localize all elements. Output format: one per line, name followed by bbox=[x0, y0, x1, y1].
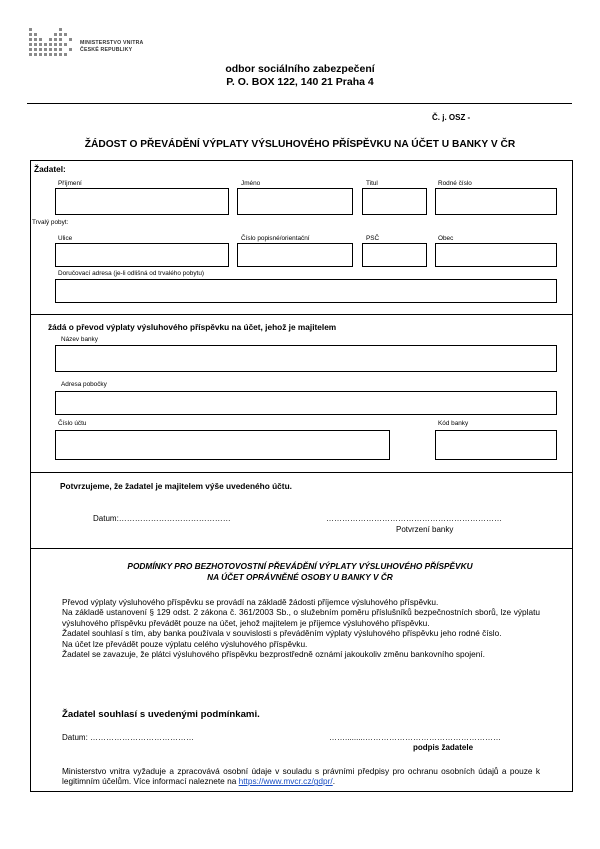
condition-1: Převod výplaty výsluhového příspěvku se provádí na základě žádosti příjemce výsluhového příspěvku. bbox=[62, 597, 439, 607]
degree-label: Titul bbox=[366, 180, 378, 187]
birth-number-label: Rodné číslo bbox=[438, 180, 472, 187]
name-label: Jméno bbox=[241, 180, 261, 187]
form-title: ŽÁDOST O PŘEVÁDĚNÍ VÝPLATY VÝSLUHOVÉHO PŘÍSPĚVKU NA ÚČET U BANKY V ČR bbox=[84, 139, 516, 150]
gdpr-notice bbox=[62, 766, 540, 786]
zip-field[interactable] bbox=[362, 243, 427, 267]
section-divider bbox=[30, 314, 573, 315]
house-number-label: Číslo popisné/orientační bbox=[241, 235, 310, 242]
office-name: odbor sociálního zabezpečení bbox=[225, 63, 375, 75]
applicant-heading: Žadatel: bbox=[34, 164, 66, 174]
residence-label: Trvalý pobyt: bbox=[32, 219, 69, 226]
gdpr-end: . bbox=[332, 776, 336, 787]
applicant-date: Datum: ………………………………… bbox=[62, 733, 195, 742]
bank-code-label: Kód banky bbox=[438, 420, 469, 427]
street-label: Ulice bbox=[58, 235, 73, 242]
delivery-address-label: Doručovací adresa (je-li odlišná od trvalého pobytu) bbox=[58, 270, 204, 277]
bank-signature-line: ………………………………………………………… bbox=[326, 514, 502, 523]
ministry-logo-mark bbox=[29, 28, 73, 60]
branch-address-field[interactable] bbox=[55, 391, 557, 415]
gdpr-link[interactable]: https://www.mvcr.cz/gdpr/ bbox=[238, 776, 333, 787]
agree-statement: Žadatel souhlasí s uvedenými podmínkami. bbox=[62, 709, 260, 720]
office-address: P. O. BOX 122, 140 21 Praha 4 bbox=[226, 76, 374, 88]
condition-4: Na účet lze převádět pouze výplatu celého výsluhového příspěvku. bbox=[62, 638, 308, 649]
city-field[interactable] bbox=[435, 243, 557, 267]
conditions-title-1: PODMÍNKY PRO BEZHOTOVOSTNÍ PŘEVÁDĚNÍ VÝPLATY VÝSLUHOVÉHO PŘÍSPĚVKU bbox=[127, 561, 473, 571]
conditions-title-2: NA ÚČET OPRÁVNĚNÉ OSOBY U BANKY V ČR bbox=[207, 572, 393, 582]
city-label: Obec bbox=[438, 235, 454, 242]
bank-name-field[interactable] bbox=[55, 345, 557, 372]
bank-confirm-date: Datum:…………………………………… bbox=[93, 514, 231, 523]
condition-2: Na základě ustanovení § 129 odst. 2 zákona č. 361/2003 Sb., o služebním poměru příslušníků bezpečnostních sborů, lze výplatu výsluhového příspěvku převádět pouze na účet, jehož majitelem je příjemce výsluhového příspěvku. bbox=[62, 607, 540, 628]
bank-signature-label: Potvrzení banky bbox=[396, 525, 454, 534]
condition-3: Žadatel souhlasí s tím, aby banka používala v souvislosti s převáděním výplaty výsluhového příspěvku jeho rodné číslo. bbox=[62, 628, 502, 639]
house-number-field[interactable] bbox=[237, 243, 353, 267]
header-rule bbox=[27, 103, 572, 104]
gdpr-text: Ministerstvo vnitra vyžaduje a zpracovává osobní údaje v souladu s právními předpisy pro ochranu osobních údajů a pouze k legitimním účelům. Více informací naleznete na bbox=[62, 766, 540, 787]
logo-line2: ČESKÉ REPUBLIKY bbox=[80, 46, 133, 53]
account-number-label: Číslo účtu bbox=[58, 420, 87, 427]
surname-field[interactable] bbox=[55, 188, 229, 215]
bank-name-label: Název banky bbox=[61, 336, 98, 343]
reference-number: Č. j. OSZ - bbox=[432, 113, 471, 122]
bank-confirm-text: Potvrzujeme, že žadatel je majitelem výše uvedeného účtu. bbox=[60, 481, 292, 491]
request-heading: žádá o převod výplaty výsluhového příspěvku na účet, jehož je majitelem bbox=[48, 322, 337, 332]
logo-line1: MINISTERSTVO VNITRA bbox=[80, 40, 144, 46]
surname-label: Příjmení bbox=[58, 180, 82, 187]
branch-address-label: Adresa pobočky bbox=[61, 381, 107, 388]
conditions-text bbox=[62, 597, 540, 659]
section-divider bbox=[30, 472, 573, 473]
zip-label: PSČ bbox=[366, 235, 380, 242]
section-divider bbox=[30, 548, 573, 549]
street-field[interactable] bbox=[55, 243, 229, 267]
condition-5: Žadatel se zavazuje, že plátci výsluhového příspěvku bezprostředně oznámí jakoukoliv změnu bankovního spojení. bbox=[62, 649, 485, 660]
birth-number-field[interactable] bbox=[435, 188, 557, 215]
delivery-address-field[interactable] bbox=[55, 279, 557, 303]
ministry-logo-text bbox=[80, 40, 143, 53]
account-number-field[interactable] bbox=[55, 430, 390, 460]
applicant-signature-line: …….........…………………………………………… bbox=[329, 733, 502, 742]
bank-code-field[interactable] bbox=[435, 430, 557, 460]
degree-field[interactable] bbox=[362, 188, 427, 215]
applicant-signature-label: podpis žadatele bbox=[413, 743, 474, 752]
name-field[interactable] bbox=[237, 188, 353, 215]
